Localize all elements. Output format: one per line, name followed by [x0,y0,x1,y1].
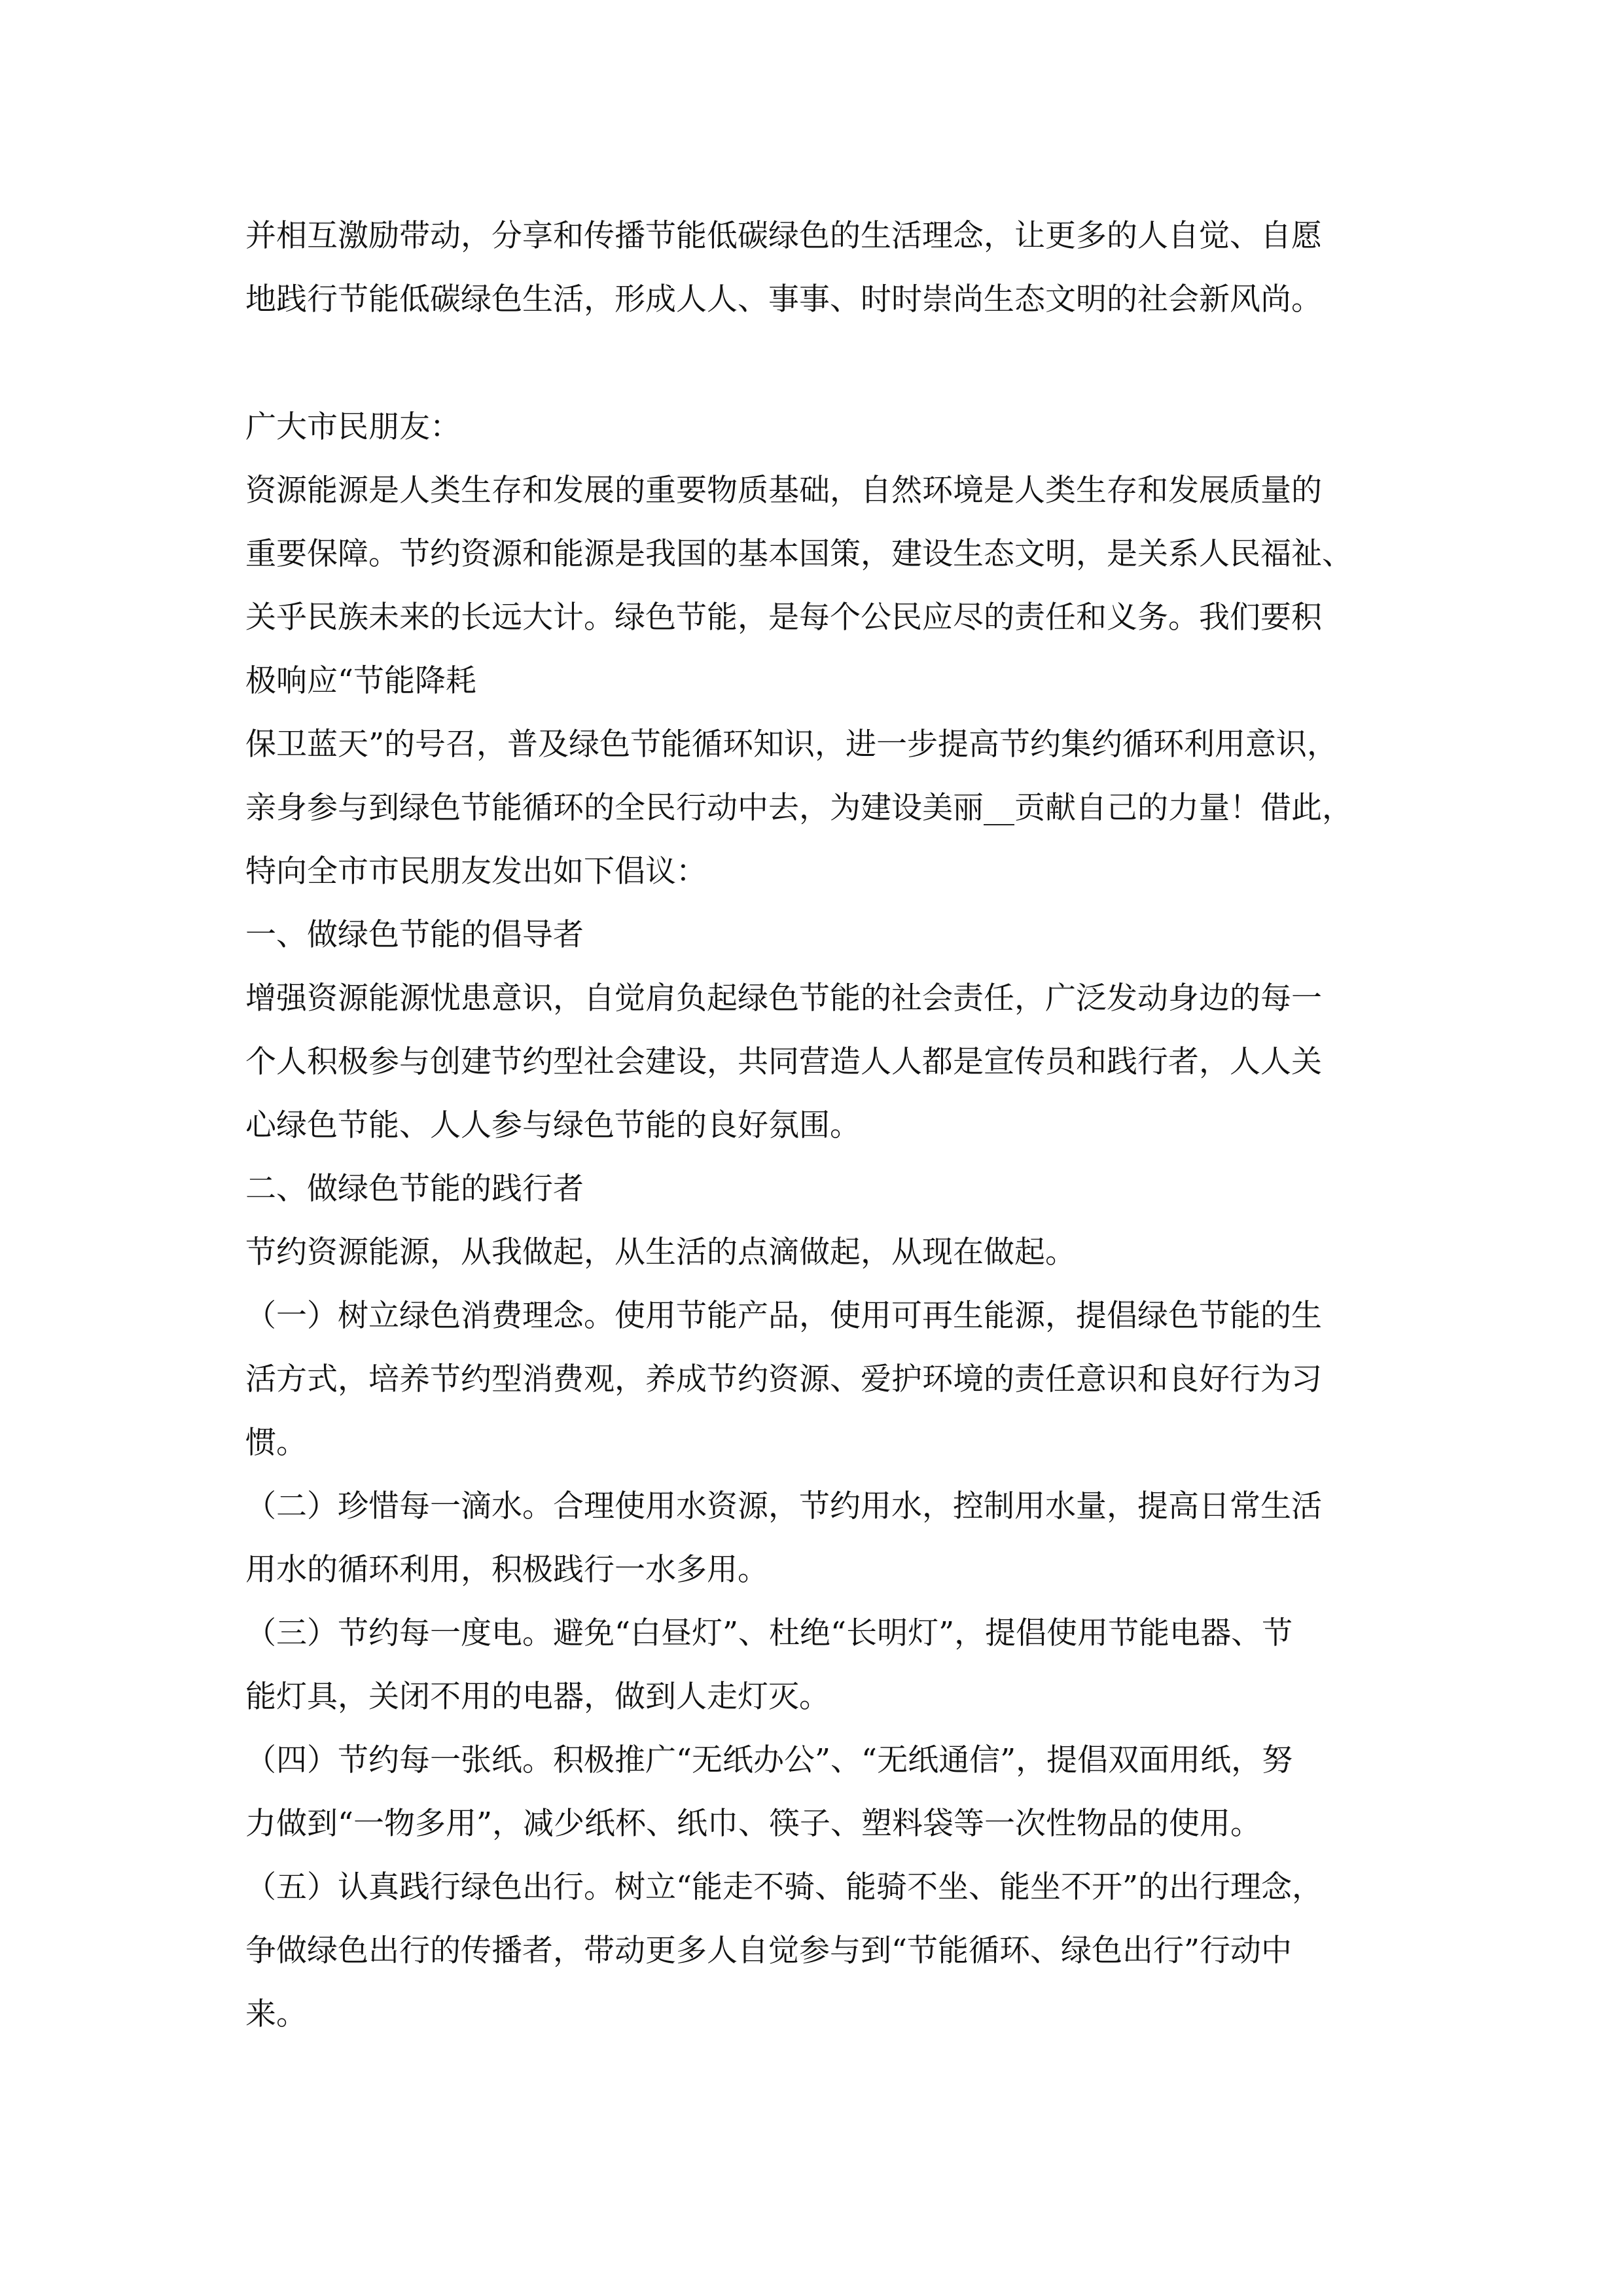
text-line: 保卫蓝天”的号召，普及绿色节能循环知识，进一步提高节约集约循环利用意识， [245,726,1338,762]
text-line: 活方式，培养节约型消费观，养成节约资源、爱护环境的责任意识和良好行为习 [245,1361,1322,1397]
text-line: 能灯具，关闭不用的电器，做到人走灯灭。 [245,1679,830,1715]
text-line: 重要保障。节约资源和能源是我国的基本国策，建设生态文明，是关系人民福祉、 [245,536,1353,572]
section-heading: 二、做绿色节能的践行者 [245,1171,584,1207]
text-line: 地践行节能低碳绿色生活，形成人人、事事、时时崇尚生态文明的社会新风尚。 [245,281,1322,317]
text-line: 关乎民族未来的长远大计。绿色节能，是每个公民应尽的责任和义务。我们要积 [245,600,1322,636]
list-item: （三）节约每一度电。避免“白昼灯”、杜绝“长明灯”，提倡使用节能电器、节 [245,1615,1293,1651]
section-heading: 一、做绿色节能的倡导者 [245,917,584,953]
text-line: 特向全市市民朋友发出如下倡议： [245,853,707,889]
text-line: 亲身参与到绿色节能循环的全民行动中去，为建设美丽__贡献自己的力量！借此， [245,790,1353,826]
list-item: （四）节约每一张纸。积极推广“无纸办公”、“无纸通信”，提倡双面用纸，努 [245,1742,1293,1778]
text-line: 来。 [245,1996,307,2032]
text-line: 惯。 [245,1425,307,1461]
text-line: 极响应“节能降耗 [245,663,477,699]
text-line: 增强资源能源忧患意识，自觉肩负起绿色节能的社会责任，广泛发动身边的每一 [245,980,1322,1016]
intro-paragraph [245,204,1384,331]
text-line: 资源能源是人类生存和发展的重要物质基础，自然环境是人类生存和发展质量的 [245,473,1322,509]
text-line: 用水的循环利用，积极践行一水多用。 [245,1552,768,1588]
text-line: 节约资源能源，从我做起，从生活的点滴做起，从现在做起。 [245,1234,1076,1270]
text-line: 心绿色节能、人人参与绿色节能的良好氛围。 [245,1107,861,1143]
text-line: 争做绿色出行的传播者，带动更多人自觉参与到“节能循环、绿色出行”行动中 [245,1933,1293,1969]
text-line: 力做到“一物多用”，减少纸杯、纸巾、筷子、塑料袋等一次性物品的使用。 [245,1806,1262,1842]
greeting: 广大市民朋友： [245,409,461,445]
text-line: 并相互激励带动，分享和传播节能低碳绿色的生活理念，让更多的人自觉、自愿 [245,218,1322,254]
text-line: 个人积极参与创建节约型社会建设，共同营造人人都是宣传员和践行者，人人关 [245,1044,1322,1080]
list-item: （一）树立绿色消费理念。使用节能产品，使用可再生能源，提倡绿色节能的生 [245,1298,1322,1334]
list-item: （五）认真践行绿色出行。树立“能走不骑、能骑不坐、能坐不开”的出行理念， [245,1869,1323,1905]
proposal-body [245,395,1384,2046]
list-item: （二）珍惜每一滴水。合理使用水资源，节约用水，控制用水量，提高日常生活 [245,1488,1322,1524]
